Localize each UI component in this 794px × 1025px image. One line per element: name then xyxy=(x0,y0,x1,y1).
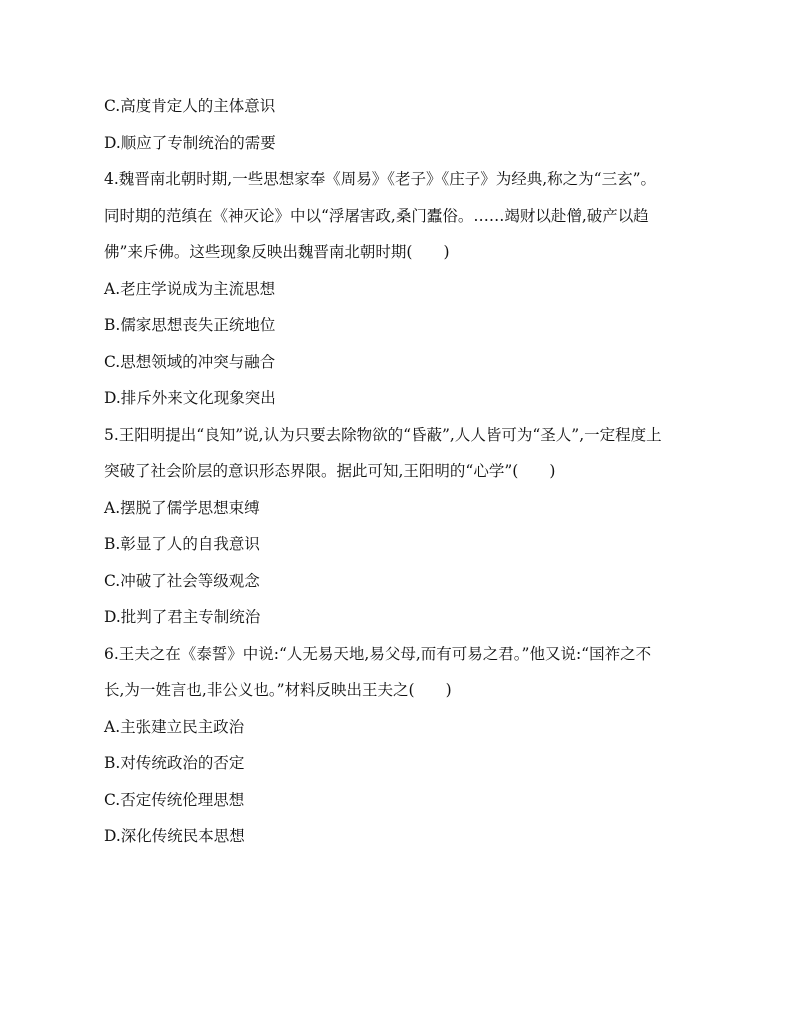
question-stem-line: 突破了社会阶层的意识形态界限。据此可知,王阳明的“心学”( ) xyxy=(104,462,556,480)
option-a: A.摆脱了儒学思想束缚 xyxy=(104,498,260,517)
question-list xyxy=(104,88,704,855)
option-c: C.思想领域的冲突与融合 xyxy=(104,352,276,371)
option-a: A.主张建立民主政治 xyxy=(104,717,245,736)
question-4 xyxy=(104,161,704,417)
option-b: B.儒家思想丧失正统地位 xyxy=(104,316,276,334)
question-stem-line: 同时期的范缜在《神灭论》中以“浮屠害政,桑门蠹俗。……竭财以赴僧,破产以趋 xyxy=(104,206,649,225)
question-stem-line: 佛”来斥佛。这些现象反映出魏晋南北朝时期( ) xyxy=(104,243,450,261)
option-b: B.对传统政治的否定 xyxy=(104,754,245,772)
question-stem-line: 6.王夫之在《泰誓》中说:“人无易天地,易父母,而有可易之君。”他又说:“国祚之不 xyxy=(104,644,652,663)
option-a: A.老庄学说成为主流思想 xyxy=(104,279,276,298)
option-c: C.否定传统伦理思想 xyxy=(104,790,245,809)
question-stem-line: 5.王阳明提出“良知”说,认为只要去除物欲的“昏蔽”,人人皆可为“圣人”,一定程度上 xyxy=(104,425,662,444)
question-5 xyxy=(104,417,704,636)
option-c: C.冲破了社会等级观念 xyxy=(104,571,260,590)
option-c: C.高度肯定人的主体意识 xyxy=(104,97,276,115)
option-d: D.排斥外来文化现象突出 xyxy=(104,389,276,407)
question-stem-line: 4.魏晋南北朝时期,一些思想家奉《周易》《老子》《庄子》为经典,称之为“三玄”。 xyxy=(104,170,656,188)
option-b: B.彰显了人的自我意识 xyxy=(104,535,260,553)
question-3-options xyxy=(104,88,704,161)
question-6 xyxy=(104,636,704,855)
option-d: D.深化传统民本思想 xyxy=(104,827,245,845)
question-stem-line: 长,为一姓言也,非公义也。”材料反映出王夫之( ) xyxy=(104,681,452,699)
option-d: D.顺应了专制统治的需要 xyxy=(104,133,276,152)
option-d: D.批判了君主专制统治 xyxy=(104,608,261,626)
